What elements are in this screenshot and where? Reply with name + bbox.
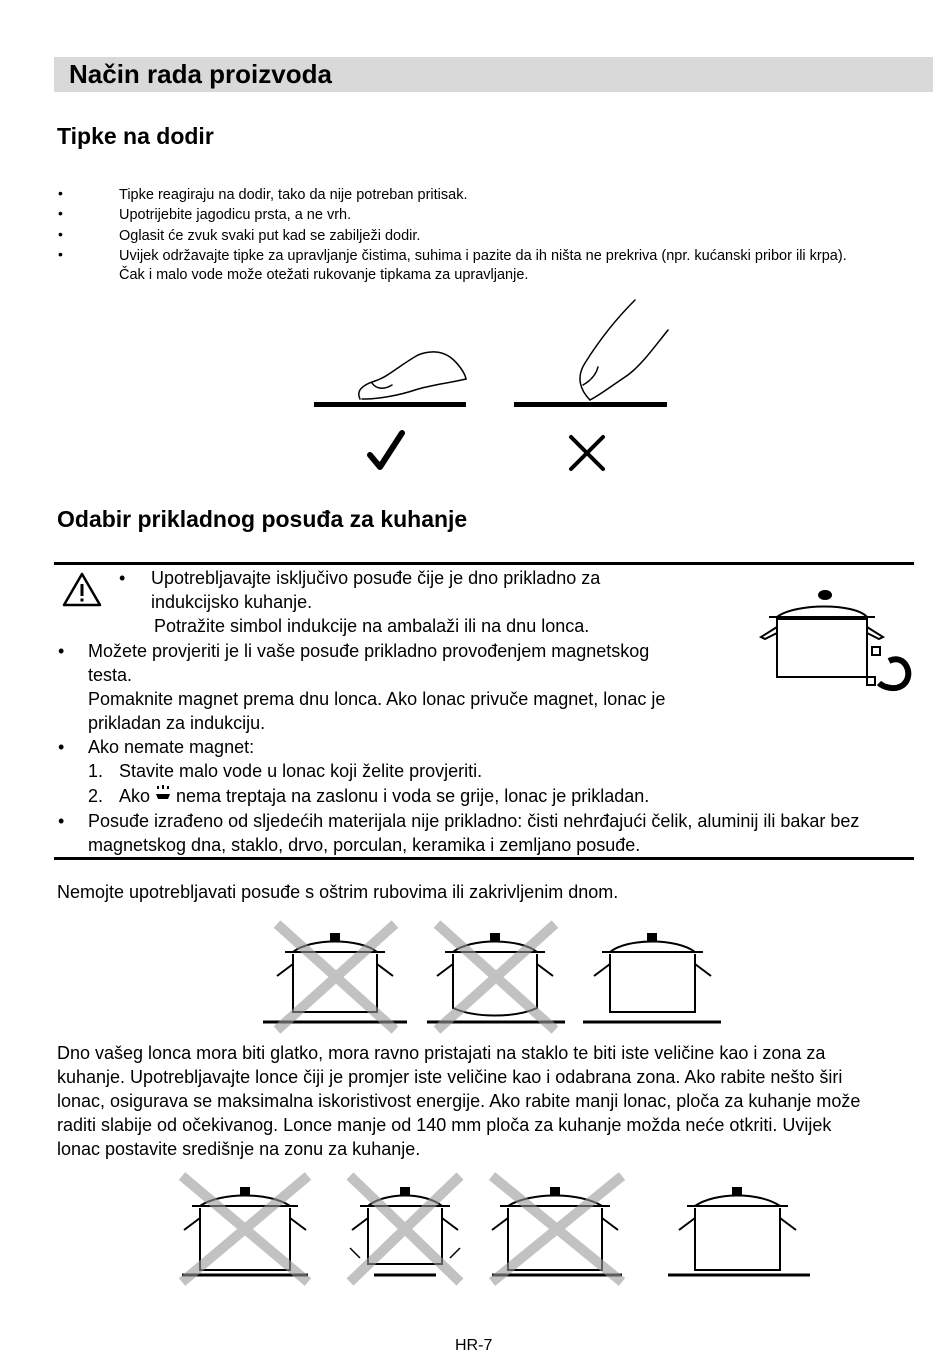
- bullet-dot: •: [58, 205, 63, 221]
- pot-icon: [492, 1176, 622, 1282]
- info-line-2a: Možete provjeriti je li vaše posuđe prikladno provođenjem magnetskog: [88, 641, 650, 661]
- bullet-dot: •: [58, 185, 63, 201]
- pot-icon: [427, 924, 565, 1030]
- warning-top-rule: [54, 562, 914, 565]
- finger-check-icon: [314, 352, 466, 467]
- cookware-heading: Odabir prikladnog posuđa za kuhanje: [57, 506, 468, 532]
- numbered-2-pre: Ako: [119, 786, 151, 806]
- pot-magnet-icon: [755, 595, 915, 695]
- finger-cross-icon: [514, 300, 668, 469]
- info-line-4b: magnetskog dna, staklo, drvo, porculan, keramika i zemljano posuđe.: [88, 835, 641, 855]
- info-line-2d: prikladan za indukciju.: [88, 713, 266, 733]
- pot-row-2-illustration: [170, 1172, 815, 1284]
- para2-line-2: kuhanje. Upotrebljavajte lonce čiji je promjer iste veličine kao i odabrana zona. Ako rabite nešto širi: [57, 1067, 843, 1087]
- info-line-1b: indukcijsko kuhanje.: [151, 592, 313, 612]
- info-line-2b: testa.: [88, 665, 133, 685]
- touch-bullet-3: Oglasit će zvuk svaki put kad se zabilježi dodir.: [119, 228, 421, 244]
- bullet-dot: •: [119, 568, 126, 588]
- pot-icon: [583, 934, 721, 1022]
- bullet-dot: •: [58, 641, 65, 661]
- pan-detect-symbol-icon: [155, 784, 171, 802]
- warning-bottom-rule: [54, 857, 914, 860]
- para2-line-4: raditi slabije od očekivanog. Lonce manje od 140 mm ploča za kuhanje možda neće otkriti. Uvijek: [57, 1115, 832, 1135]
- numbered-1-num: 1.: [88, 761, 104, 781]
- warning-icon: [62, 572, 102, 608]
- numbered-1-text: Stavite malo vode u lonac koji želite provjeriti.: [119, 761, 483, 781]
- numbered-2-post: nema treptaja na zaslonu i voda se grije, lonac je prikladan.: [176, 786, 650, 806]
- touch-bullet-2: Upotrijebite jagodicu prsta, a ne vrh.: [119, 207, 352, 223]
- touch-bullet-4-cont: Čak i malo vode može otežati rukovanje tipkama za upravljanje.: [119, 267, 529, 283]
- pot-icon: [350, 1176, 460, 1282]
- bullet-dot: •: [58, 737, 65, 757]
- info-line-4a: Posuđe izrađeno od sljedećih materijala nije prikladno: čisti nehrđajući čelik, aluminij ili bakar bez: [88, 811, 860, 831]
- info-line-2c: Pomaknite magnet prema dnu lonca. Ako lonac privuče magnet, lonac je: [88, 689, 666, 709]
- bullet-dot: •: [58, 226, 63, 242]
- bullet-dot: •: [58, 246, 63, 262]
- page-number: HR-7: [455, 1337, 493, 1354]
- section-title-bar: [54, 57, 933, 92]
- info-line-3: Ako nemate magnet:: [88, 737, 255, 757]
- section-title: Način rada proizvoda: [69, 59, 332, 89]
- para2-line-3: lonac, osigurava se maksimalna iskoristivost energije. Ako rabite manji lonac, ploča za kuhanje može: [57, 1091, 861, 1111]
- bullet-dot: •: [58, 811, 65, 831]
- para2-line-1: Dno vašeg lonca mora biti glatko, mora ravno pristajati na staklo te biti iste veličine kao i zona za: [57, 1043, 826, 1063]
- finger-touch-illustration: [300, 295, 680, 480]
- touch-heading: Tipke na dodir: [57, 123, 214, 149]
- para2-line-5: lonac postavite središnje na zonu za kuhanje.: [57, 1139, 421, 1159]
- touch-bullet-4: Uvijek održavajte tipke za upravljanje čistima, suhima i pazite da ih ništa ne prekriva (npr. kućanski pribor ili krpa).: [119, 248, 847, 264]
- pot-icon: [668, 1188, 810, 1275]
- info-line-1a: Upotrebljavajte isključivo posuđe čije je dno prikladno za: [151, 568, 601, 588]
- info-line-1c: Potražite simbol indukcije na ambalaži ili na dnu lonca.: [154, 616, 590, 636]
- para-sharp-edges: Nemojte upotrebljavati posuđe s oštrim rubovima ili zakrivljenim dnom.: [57, 882, 619, 902]
- touch-bullet-1: Tipke reagiraju na dodir, tako da nije potreban pritisak.: [119, 187, 468, 203]
- pot-icon: [263, 924, 407, 1030]
- pot-row-1-illustration: [255, 920, 725, 1032]
- numbered-2-num: 2.: [88, 786, 104, 806]
- pot-icon: [182, 1176, 308, 1282]
